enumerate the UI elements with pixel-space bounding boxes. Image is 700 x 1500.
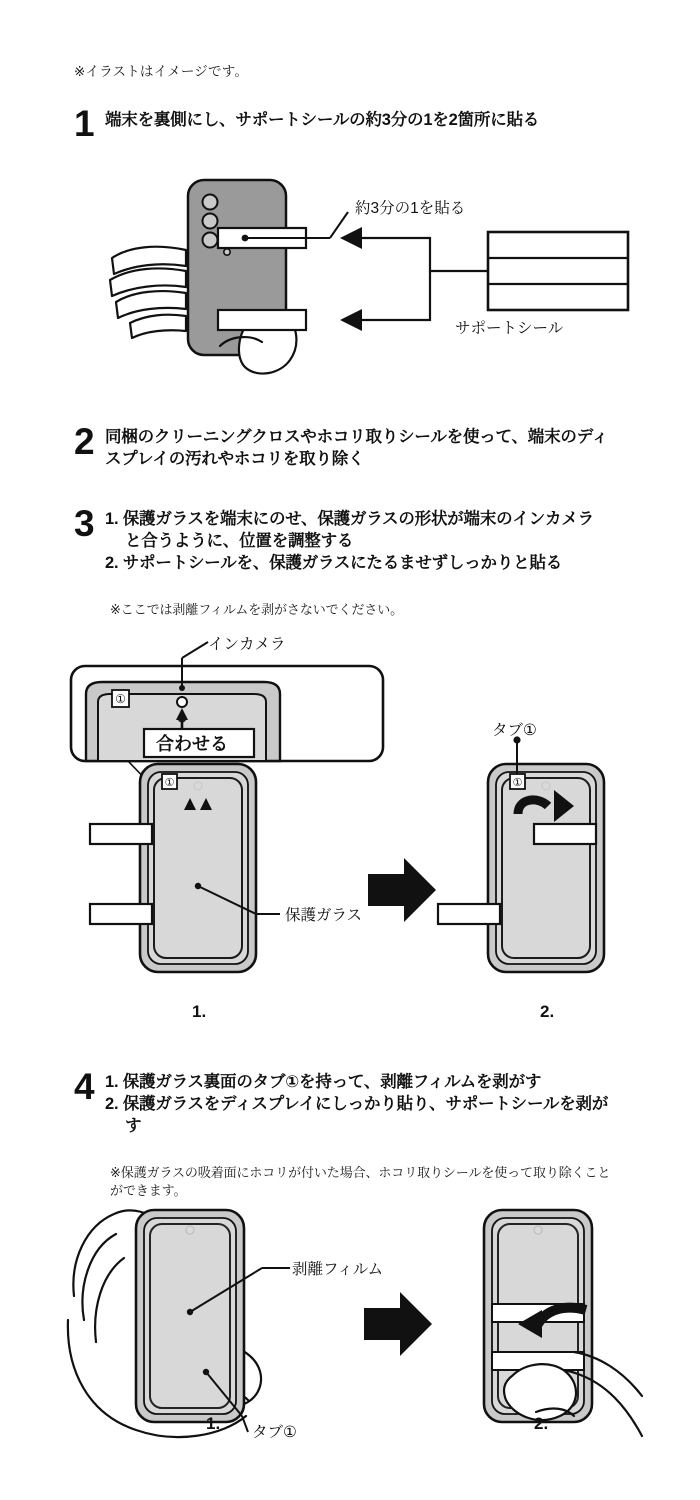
step-4-item-1: 1. 保護ガラス裏面のタブ①を持って、剥離フィルムを剥がす bbox=[105, 1073, 542, 1091]
step-4-fig-2-caption: 2. bbox=[534, 1414, 549, 1433]
step-3-items bbox=[105, 509, 610, 575]
step-2-number: 2 bbox=[74, 421, 95, 462]
step-4-number: 4 bbox=[74, 1066, 95, 1107]
step-3-figure bbox=[68, 628, 648, 1018]
step-3-number: 3 bbox=[74, 503, 95, 544]
step-3-align-label: 合わせる bbox=[156, 734, 228, 754]
svg-text:①: ① bbox=[164, 777, 175, 789]
step-4-fig-1-caption: 1. bbox=[206, 1414, 221, 1433]
svg-text:①: ① bbox=[512, 777, 523, 789]
step-1-number: 1 bbox=[74, 103, 95, 144]
step-1-support-sheet-label: サポートシール bbox=[455, 320, 564, 337]
step-3-protective-glass-label: 保護ガラス bbox=[285, 907, 363, 924]
step-4-release-film-label: 剥離フィルム bbox=[292, 1261, 384, 1278]
illustration-disclaimer: ※イラストはイメージです。 bbox=[74, 64, 249, 79]
step-1-title: 端末を裏側にし、サポートシールの約3分の1を2箇所に貼る bbox=[105, 111, 540, 129]
step-4-figure bbox=[66, 1200, 646, 1460]
step-1-sticker-part-label: 約3分の1を貼る bbox=[355, 200, 466, 217]
step-3-item-1: 1. 保護ガラスを端末にのせ、保護ガラスの形状が端末のインカメラと合うように、位置を調整する bbox=[105, 510, 594, 550]
step-4-tab-one-label: タブ① bbox=[252, 1424, 297, 1441]
step-4-caution: ※保護ガラスの吸着面にホコリが付いた場合、ホコリ取りシールを使って取り除くことができます。 bbox=[110, 1165, 611, 1198]
svg-text:①: ① bbox=[115, 692, 126, 706]
step-3-item-2: 2. サポートシールを、保護ガラスにたるませずしっかりと貼る bbox=[105, 553, 563, 572]
step-3-fig-2-caption: 2. bbox=[540, 1002, 555, 1021]
step-4-items bbox=[105, 1072, 615, 1138]
step-3-tab-one-label: タブ① bbox=[492, 722, 537, 739]
step-3-fig-1-caption: 1. bbox=[192, 1002, 207, 1021]
step-4-item-2: 2. 保護ガラスをディスプレイにしっかり貼り、サポートシールを剥がす bbox=[105, 1094, 609, 1135]
step-3-caution: ※ここでは剥離フィルムを剥がさないでください。 bbox=[110, 602, 404, 617]
step-2-title: 同梱のクリーニングクロスやホコリ取りシールを使って、端末のディスプレイの汚れやホコリを取り除く bbox=[105, 428, 608, 468]
step-3-front-camera-label: インカメラ bbox=[208, 636, 286, 653]
